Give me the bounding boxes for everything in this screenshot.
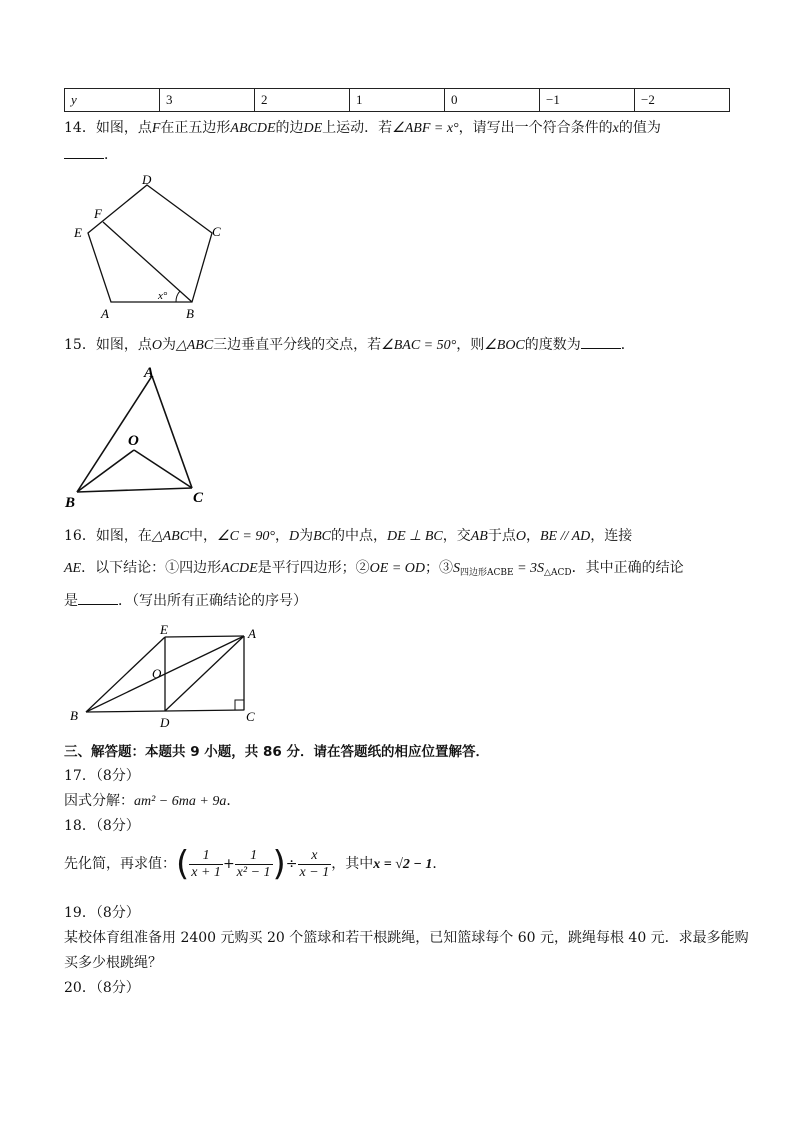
segment-oc: [134, 450, 192, 488]
q16-var: S: [537, 561, 545, 576]
q18-condition: x = √2 − 1: [373, 857, 433, 872]
q18-body: [64, 846, 446, 883]
q16-var: ACDE: [221, 561, 258, 576]
right-paren: ): [272, 844, 286, 884]
label-e: E: [160, 622, 168, 637]
q16-var: OE = OD: [369, 561, 426, 576]
q18-text: ，其中: [331, 856, 374, 872]
label-a: A: [248, 626, 256, 641]
q16-text: 中，: [189, 528, 218, 544]
q16-text: 是平行四边形；②: [257, 560, 370, 576]
q18-text: 先化简，再求值：: [64, 856, 176, 872]
label-c: C: [246, 709, 255, 724]
numerator: 1: [235, 848, 273, 865]
side-ac: [152, 376, 192, 488]
label-c: C: [212, 224, 221, 239]
q16-text: ．其中正确的结论: [571, 560, 684, 576]
table-cell: 3: [160, 89, 255, 112]
q16-var: S: [453, 561, 461, 576]
q18-head: 18．（8分）: [64, 818, 140, 834]
q16-var: BE // AD: [539, 529, 591, 544]
pentagon: [88, 185, 212, 302]
q15-angle: ∠BAC = 50°: [381, 338, 457, 353]
label-x-angle: x°: [158, 290, 168, 302]
q16-var: DE ⊥ BC: [387, 529, 443, 544]
q16-text: 16．如图，在: [64, 528, 152, 544]
q19-head: 19．（8分）: [64, 905, 140, 921]
q14-text: 的值为: [618, 120, 661, 136]
q14-text: 上运动．若: [322, 120, 393, 136]
answer-blank[interactable]: [64, 144, 104, 159]
q14-text: ．: [104, 147, 118, 163]
q14-var: DE: [303, 121, 323, 136]
q17-text: 因式分解：: [64, 793, 134, 809]
q14-line2: [64, 144, 118, 165]
divide-sign: ÷: [285, 856, 298, 872]
segment-bf: [103, 222, 192, 302]
q15-text: ．: [620, 337, 635, 353]
label-c: C: [193, 490, 204, 506]
fraction-2: [235, 848, 273, 881]
plus-sign: +: [222, 856, 235, 872]
q17-body: [64, 791, 240, 812]
label-e: E: [74, 225, 82, 240]
numerator: x: [298, 848, 332, 865]
q16-var: AE: [64, 561, 82, 576]
q16-sub: 四边形ACBE: [460, 568, 514, 578]
q16-text: 为: [299, 528, 314, 544]
label-f: F: [94, 206, 102, 221]
q16-text: 于点: [487, 528, 516, 544]
q14-angle: ∠ABF = x°: [392, 121, 459, 136]
section-heading: 三、解答题：本题共 9 小题，共 86 分．请在答题纸的相应位置解答．: [64, 744, 489, 760]
answer-blank[interactable]: [581, 334, 621, 349]
q16-var: △ABC: [151, 529, 190, 544]
value-table: [64, 88, 730, 112]
denominator: x + 1: [191, 864, 221, 880]
segment-bo: [77, 450, 134, 492]
q20-head: 20．（8分）: [64, 980, 140, 996]
label-d: D: [142, 172, 152, 187]
q16-var: ∠C = 90°: [217, 529, 275, 544]
q15-var: ∠BOC: [484, 338, 525, 353]
q15-text: 的度数为: [524, 337, 581, 353]
table-cell: 2: [255, 89, 350, 112]
q19-line1: 某校体育组准备用 2400 元购买 20 个篮球和若干根跳绳，已知篮球每个 60 元，跳绳每根 40 元．求最多能购: [64, 930, 749, 946]
quadrilateral-figure: [64, 620, 274, 732]
q16-text: ．（写出所有正确结论的序号）: [118, 593, 307, 609]
q16-text: 的中点，: [331, 528, 387, 544]
denominator: x² − 1: [236, 864, 271, 880]
q16-var: O: [515, 529, 526, 544]
pentagon-figure: [64, 170, 244, 320]
q16-sub: △ACD: [544, 568, 572, 578]
left-paren: (: [176, 844, 190, 884]
table-cell: y: [65, 89, 160, 112]
q16-text: ；③: [425, 560, 454, 576]
fraction-1: [189, 848, 223, 881]
q16-text: ，连接: [590, 528, 633, 544]
q16-text: ，: [525, 528, 540, 544]
q15-var: △ABC: [175, 338, 214, 353]
q18-text: ．: [432, 856, 447, 872]
q15-text: 为: [161, 337, 176, 353]
q14-text: 14．如图，点: [64, 120, 152, 136]
q17-expr: am² − 6ma + 9a: [134, 794, 227, 809]
angle-arc: [176, 291, 180, 302]
side-bc: [77, 488, 192, 492]
q16-var: BC: [313, 529, 331, 544]
table-cell: 0: [445, 89, 540, 112]
side-ab: [77, 376, 152, 492]
q16-text: ．以下结论：①四边形: [81, 560, 222, 576]
label-a: A: [144, 365, 155, 381]
q17-head: 17．（8分）: [64, 768, 140, 784]
q16-text: ，: [274, 528, 289, 544]
q16-text: ，交: [442, 528, 471, 544]
q19-line2: 买多少根跳绳？: [64, 955, 162, 971]
label-b: B: [65, 495, 76, 510]
q15-line1: [64, 334, 635, 356]
q16-line2: [64, 558, 684, 583]
answer-blank[interactable]: [78, 590, 118, 605]
q15-var: O: [151, 338, 162, 353]
triangle-figure: [62, 362, 212, 510]
label-b: B: [70, 708, 78, 723]
q16-var: D: [288, 529, 300, 544]
label-o: O: [128, 433, 139, 449]
q16-line1: [64, 526, 632, 547]
q15-text: 15．如图，点: [64, 337, 152, 353]
fraction-3: [298, 848, 332, 881]
label-d: D: [160, 715, 170, 730]
q17-text: ．: [226, 793, 241, 809]
q14-line1: [64, 118, 661, 139]
denominator: x − 1: [299, 864, 330, 880]
table-row: [65, 89, 730, 112]
side-ea: [165, 636, 244, 637]
q16-line3: [64, 590, 307, 611]
q14-var: F: [151, 121, 161, 136]
numerator: 1: [189, 848, 223, 865]
label-b: B: [186, 306, 194, 320]
q14-var: x: [612, 121, 619, 136]
q16-var: AB: [470, 529, 488, 544]
label-o: O: [152, 666, 162, 681]
q15-text: 三边垂直平分线的交点，若: [213, 337, 382, 353]
q14-var: ABCDE: [230, 121, 276, 136]
q15-text: ，则: [456, 337, 485, 353]
q16-var: = 3: [513, 561, 538, 576]
q14-text: 在正五边形: [160, 120, 231, 136]
label-a: A: [101, 306, 109, 320]
table-cell: −1: [540, 89, 635, 112]
q14-text: ，请写出一个符合条件的: [458, 120, 613, 136]
q14-text: 的边: [275, 120, 304, 136]
q16-text: 是: [64, 593, 78, 609]
table-cell: 1: [350, 89, 445, 112]
table-cell: −2: [635, 89, 730, 112]
